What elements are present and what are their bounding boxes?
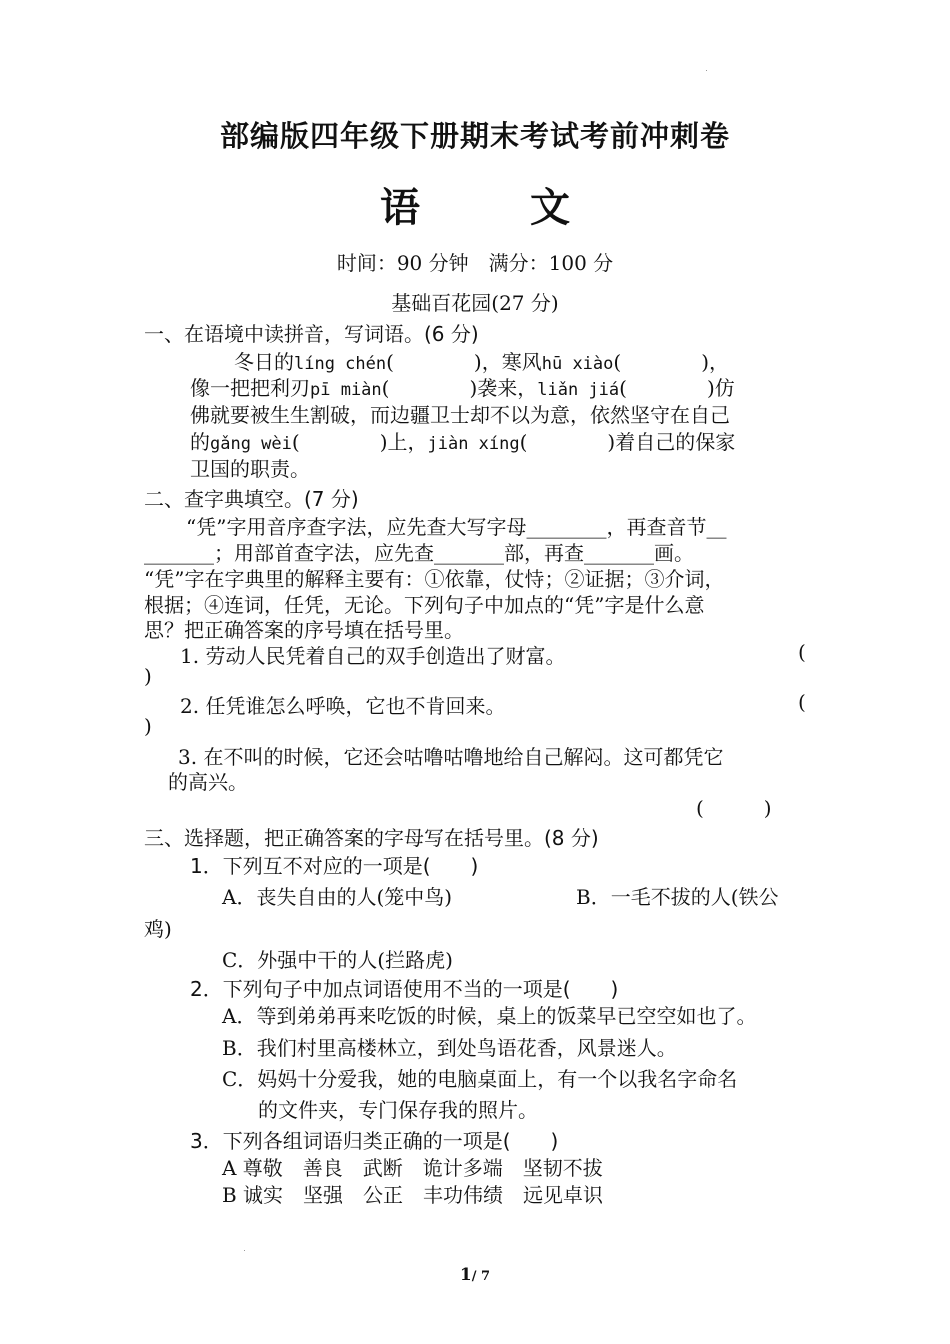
q3-item-1-option-b-cont: 鸡) <box>144 917 172 941</box>
q3-item-3-option-b: B 诚实 坚强 公正 丰功伟绩 远见卓识 <box>222 1183 604 1207</box>
text: 的 <box>190 430 210 454</box>
subject-title: 语 文 <box>380 185 618 231</box>
pinyin: liǎn jiá <box>537 380 620 400</box>
q2-answer-paren-open: ( <box>798 690 806 714</box>
exam-meta: 时间：90 分钟 满分：100 分 <box>336 251 614 275</box>
text: ( )着自己的保家 <box>519 430 736 454</box>
text: ( )袭来， <box>381 376 538 400</box>
pinyin: hū xiào <box>541 354 614 374</box>
q1-line-5: 卫国的职责。 <box>190 457 310 481</box>
pinyin: jiàn xíng <box>427 434 520 454</box>
total-pages: / 7 <box>471 1269 491 1284</box>
q1-line-1 <box>234 346 729 375</box>
q3-item-3: 3．下列各组词语归类正确的一项是( ) <box>190 1129 559 1153</box>
q2-para-line-2: _______；用部首查字法，应先查_______部，再查_______画。 <box>144 541 694 565</box>
q2-answer-paren-open: ( <box>798 640 806 664</box>
q3-item-2: 2．下列句子中加点词语使用不当的一项是( ) <box>190 977 619 1001</box>
q3-item-2-option-a: A．等到弟弟再来吃饭的时候，桌上的饭菜早已空空如也了。 <box>222 1004 757 1028</box>
q3-item-2-option-b: B．我们村里高楼林立，到处鸟语花香，风景迷人。 <box>222 1036 677 1060</box>
pinyin: pī miàn <box>310 380 382 400</box>
q3-item-3-option-a: A 尊敬 善良 武断 诡计多端 坚韧不拔 <box>222 1156 603 1180</box>
q3-item-1: 1．下列互不对应的一项是( ) <box>190 854 479 878</box>
text: ( )仿 <box>619 376 735 400</box>
q2-answer-paren: ( ) <box>696 796 772 820</box>
text: 像一把把利刃 <box>190 376 310 400</box>
q2-answer-paren-close: ) <box>144 714 152 738</box>
q3-heading: 三、选择题，把正确答案的字母写在括号里。(8 分) <box>144 826 599 850</box>
q1-line-4 <box>190 426 735 455</box>
q2-sentence-2: 2. 任凭谁怎么呼唤，它也不肯回来。 <box>180 694 506 718</box>
exam-title: 部编版四年级下册期末考试考前冲刺卷 <box>219 119 730 153</box>
q1-line-3: 佛就要被生生割破，而边疆卫士却不以为意，依然坚守在自己 <box>190 403 730 427</box>
q2-para-line-4: 根据；④连词，任凭，无论。下列句子中加点的“凭”字是什么意 <box>144 593 705 617</box>
q2-para-line-5: 思？把正确答案的序号填在括号里。 <box>144 618 464 642</box>
text: ( )上， <box>291 430 428 454</box>
q2-sentence-3-cont: 的高兴。 <box>168 770 248 794</box>
page-number <box>0 1265 950 1285</box>
text: 冬日的 <box>234 350 294 374</box>
q3-item-1-option-b: B．一毛不拔的人(铁公 <box>576 885 779 909</box>
q2-answer-paren-close: ) <box>144 664 152 688</box>
q2-sentence-1: 1. 劳动人民凭着自己的双手创造出了财富。 <box>180 644 566 668</box>
section-label: 基础百花园(27 分) <box>391 291 559 315</box>
q2-heading: 二、查字典填空。(7 分) <box>144 487 359 511</box>
q1-line-2 <box>190 372 735 401</box>
q3-item-2-option-c-cont: 的文件夹，专门保存我的照片。 <box>258 1098 538 1122</box>
pinyin: líng chén <box>294 354 387 374</box>
scan-speck <box>244 1250 245 1251</box>
q3-item-2-option-c: C．妈妈十分爱我，她的电脑桌面上，有一个以我名字命名 <box>222 1067 738 1091</box>
q3-item-1-option-a: A．丧失自由的人(笼中鸟) <box>222 885 453 909</box>
text: ( )，寒风 <box>386 350 542 374</box>
q2-para-line-3: “凭”字在字典里的解释主要有：①依靠，仗恃；②证据；③介词， <box>144 567 725 591</box>
q2-sentence-3: 3. 在不叫的时候，它还会咕噜咕噜地给自己解闷。这可都凭它 <box>178 745 724 769</box>
q2-para-line-1: “凭”字用音序查字法，应先查大写字母________，再查音节__ <box>186 515 727 539</box>
pinyin: gǎng wèi <box>210 434 292 454</box>
q1-heading: 一、在语境中读拼音，写词语。(6 分) <box>144 322 479 346</box>
scan-speck <box>706 70 707 71</box>
text: ( )， <box>613 350 729 374</box>
q3-item-1-option-c: C．外强中干的人(拦路虎) <box>222 948 453 972</box>
current-page: 1 <box>459 1265 472 1285</box>
